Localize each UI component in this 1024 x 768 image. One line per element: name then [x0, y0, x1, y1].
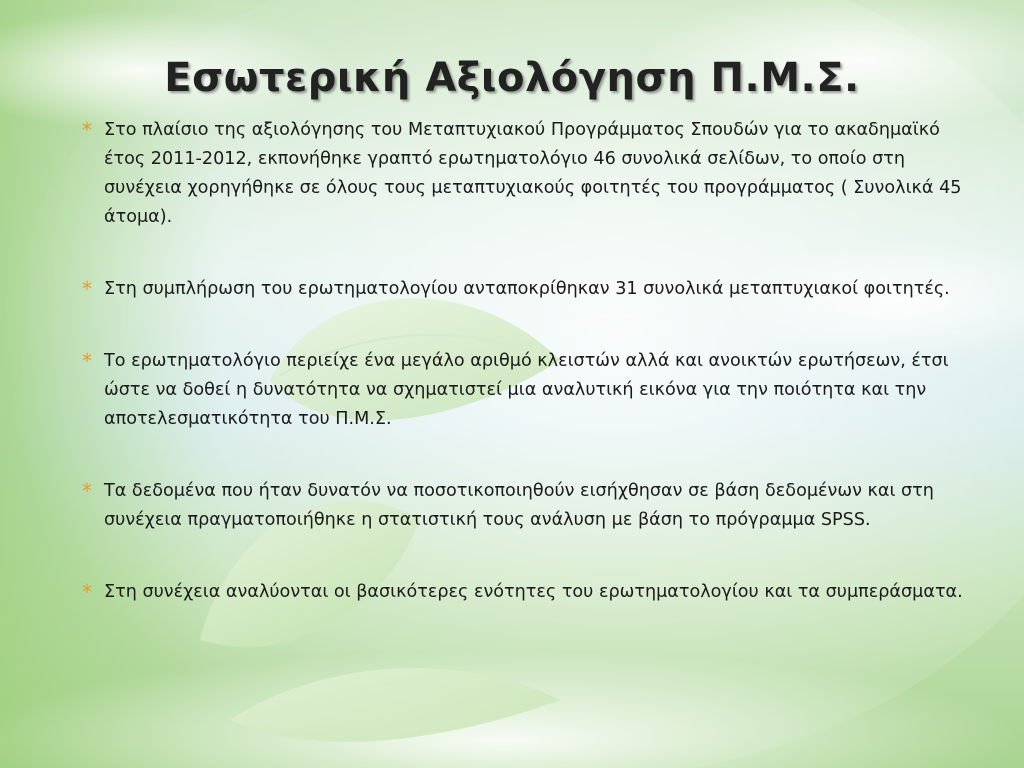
bullet-text: Το ερωτηματολόγιο περιείχε ένα μεγάλο αριθμό κλειστών αλλά και ανοικτών ερωτήσεων, έτσι ώστε να δοθεί η δυνατότητα να σχηματιστεί μια αναλυτική εικόνα για την ποιότητα και την αποτελεσματικότητα του Π.Μ.Σ. [104, 351, 949, 429]
bullet-item [82, 578, 977, 607]
bullet-item [82, 116, 977, 232]
bullet-item [82, 347, 977, 434]
bullet-asterisk-icon: * [82, 118, 92, 142]
bullet-asterisk-icon: * [82, 277, 92, 301]
bullet-item [82, 477, 977, 535]
bullet-text: Στο πλαίσιο της αξιολόγησης του Μεταπτυχιακού Προγράμματος Σπουδών για το ακαδημαϊκό έτος 2011-2012, εκπονήθηκε γραπτό ερωτηματολόγιο 46 συνολικά σελίδων, το οποίο στη συνέχεια χορηγήθηκε σε όλους τους μεταπτυχιακούς φοιτητές του προγράμματος ( Συνολικά 45 άτομα). [104, 120, 962, 227]
bullet-asterisk-icon: * [82, 349, 92, 373]
bullet-text: Στη συνέχεια αναλύονται οι βασικότερες ενότητες του ερωτηματολογίου και τα συμπεράσματα. [104, 582, 963, 602]
bullet-item [82, 275, 977, 304]
bullet-text: Στη συμπλήρωση του ερωτηματολογίου ανταποκρίθηκαν 31 συνολικά μεταπτυχιακοί φοιτητές. [104, 279, 950, 299]
bullet-asterisk-icon: * [82, 479, 92, 503]
slide-title: Εσωτερική Αξιολόγηση Π.Μ.Σ. [164, 54, 860, 101]
bullet-text: Τα δεδομένα που ήταν δυνατόν να ποσοτικοποιηθούν εισήχθησαν σε βάση δεδομένων και στη συνέχεια πραγματοποιήθηκε η στατιστική τους ανάλυση με βάση το πρόγραμμα SPSS. [104, 481, 934, 530]
bullet-asterisk-icon: * [82, 580, 92, 604]
bullet-list [82, 116, 977, 607]
